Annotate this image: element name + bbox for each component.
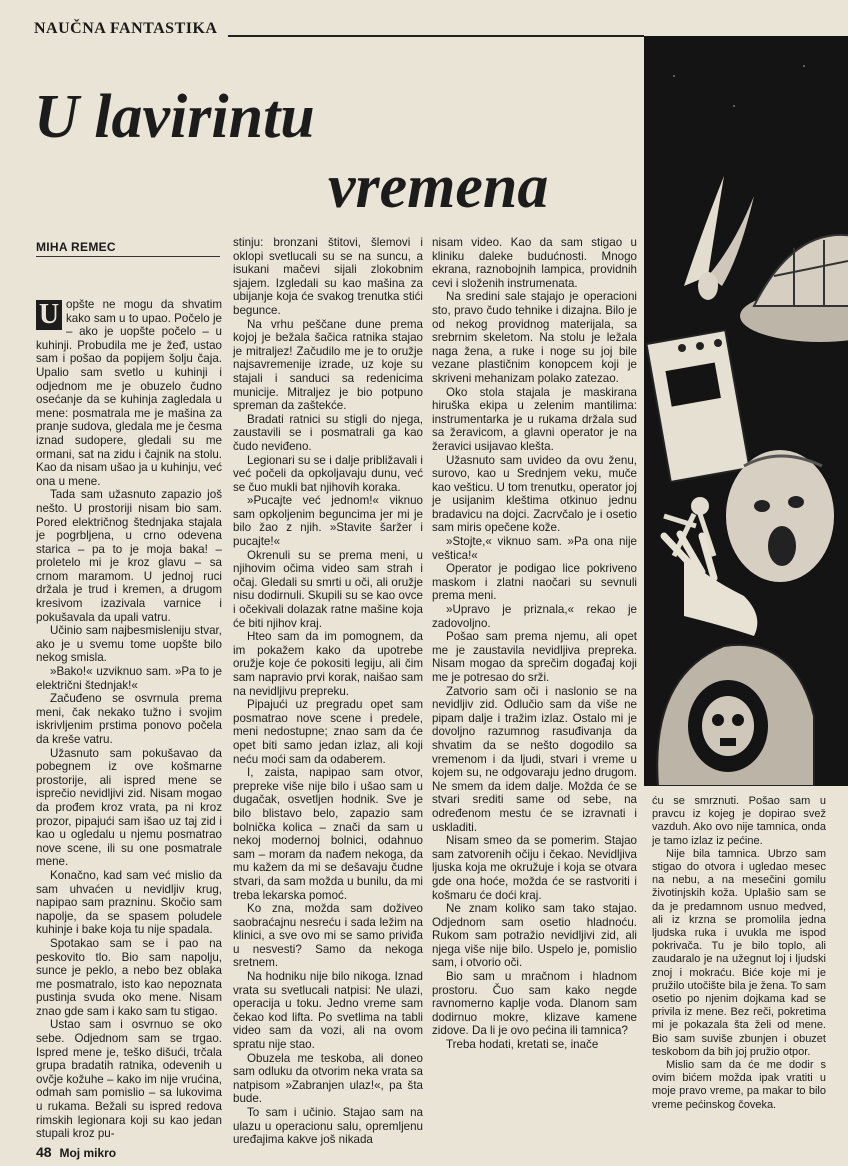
page-number: 48 [36, 1144, 52, 1160]
paragraph: Užasnuto sam uvideo da ovu ženu, surovo, kao u Srednjem veku, muče kao vešticu. U tom trenutku, operator joj je usijanim kleštima otkinuo jednu bradavicu na dojci. Zacrvčalo je i osetio sam miris opečene kože. [432, 453, 637, 535]
paragraph: Tada sam užasnuto zapazio još nešto. U prostoriji nisam bio sam. Pored električnog štednjaka stajala je pogrbljena, u crno odevena starica – pa to je moja baka! – proletelo mi je kroz glavu – sa crnom maramom. U jednoj ruci držala je trud i kremen, a drugom kresivom izazivala varnice i pokušavala da upali vatru. [36, 488, 222, 624]
paragraph: Užasnuto sam pokušavao da pobegnem iz ove košmarne prostorije, ali ispred mene se isprečio nevidljivi zid. Nisam mogao da prođem kroz vrata, pa ni kroz prozor, pipajući sam išao uz taj zid i kao u ogledalu u njemu posmatrao nove scene, ili su one posmatrale mene. [36, 746, 222, 869]
text-column-1 [36, 298, 222, 1141]
paragraph [36, 298, 222, 488]
paragraph: Bio sam u mračnom i hladnom prostoru. Čuo sam kako negde ravnomerno kaplje voda. Dlanom sam dodirnuo mokre, klizave kamene zidove. Da li je ovo pećina ili tamnica? [432, 970, 637, 1038]
paragraph-text: opšte ne mogu da shvatim kako sam u to upao. Počelo je – ako je uopšte počelo – u kuhinji. Probudila me je žeđ, ustao sam i pošao da popijem šolju čaja. Upalio sam svetlo u kuhinji i odjednom me je obuzelo čudno osećanje da se kuhinja zagledala u mene: posmatrala me je mašina za pranje sudova, gledala me je česma iznad sudopere, gledali su me ormani, sat na zidu i čajnik na stolu. Kao da nisam ušao ja u kuhinju, već ona u mene. [36, 298, 222, 488]
publication-name: Moj mikro [59, 1146, 117, 1160]
paragraph: Pošao sam prema njemu, ali opet me je zaustavila nevidljiva prepreka. Nisam mogao da sprečim događaj koji me je potresao do srži. [432, 630, 637, 684]
section-rule [228, 35, 644, 37]
paragraph: To sam i učinio. Stajao sam na ulazu u operacionu salu, opremljenu uređajima kakve još nikada [233, 1106, 423, 1147]
text-column-3 [432, 236, 637, 1052]
drop-cap: U [36, 300, 62, 330]
paragraph: stinju: bronzani štitovi, šlemovi i oklopi svetlucali su se na suncu, a isukani mačevi sijali zlokobnim sjajem. Izgledali su kao mašina za ubijanje koja će svakog trenutka stići begunce. [233, 236, 423, 317]
illustration-drawing [644, 36, 848, 786]
paragraph: Ustao sam i osvrnuo se oko sebe. Odjednom sam se trgao. Ispred mene je, teško dišući, trčala grupa bradatih ratnika, odevenih u ovčje kožuhe – kako im nije vrućina, odmah sam pomislio – sa lukovima u rukama. Bežali su ispred redova rimskih legionara koji su kao jedan stupali kroz pu- [36, 1018, 222, 1141]
paragraph: Legionari su se i dalje približavali i već počeli da opkoljavaju dunu, već se čuo mukli bat njihovih koraka. [233, 453, 423, 494]
text-column-4 [652, 795, 826, 1112]
paragraph: Treba hodati, kretati se, inače [446, 1038, 599, 1052]
paragraph: Ko zna, možda sam doživeo saobraćajnu nesreću i sada ležim na klinici, a sve ovo mi se samo priviđa u nesvesti? Samo da nekoga sretnem. [233, 902, 423, 970]
paragraph: Oko stola stajala je maskirana hiruška ekipa u zelenim mantilima: instrumentarka je u rukama držala sud sa žeravicom, a glavni operator je na žeravici usijavao klešta. [432, 385, 637, 453]
section-label: NAUČNA FANTASTIKA [34, 20, 218, 37]
paragraph: Učinio sam najbesmisleniju stvar, ako je u svemu tome uopšte bilo nekog smisla. [36, 624, 222, 665]
paragraph: ću se smrznuti. Pošao sam u pravcu iz kojeg je dopirao svež vazduh. Ako ovo nije tamnica, onda je tamo izlaz iz pećine. [652, 795, 826, 847]
paragraph: Spotakao sam se i pao na peskovito tlo. Bio sam napolju, sunce je peklo, a nebo bez oblaka me posmatralo, isto kao nepoznata pustinja svuda oko mene. Nisam znao gde sam i kako sam tu stigao. [36, 936, 222, 1018]
paragraph: Nije bila tamnica. Ubrzo sam stigao do otvora i ugledao mesec na nebu, a na mesečini gomilu životinjskih koža. Uplašio sam se da je predamnom usnuo medved, ali iz krzna se promolila jedna ljudska ruka i uvukla me ispod pokrivača. Tu je bilo toplo, ali zaudaralo je na užegnut loj i ljudski znoj i mokraću. Biće koje mi je pružilo utočište bila je žena. To sam osetio po njenim dojkama kad se privila iz mene. Bez reči, pokretima mi je pokazala šta želi od mene. Bio sam suviše zbunjen i obuzet teskobom da bih joj pružio otpor. [652, 847, 826, 1058]
title-line-2: vremena [328, 153, 549, 221]
paragraph: Na hodniku nije bilo nikoga. Iznad vrata su svetlucali natpisi: Ne ulazi, operacija u toku. Jedno vreme sam čekao kod lifta. Po svetlima na tabli video sam da vozi, ali na ovom spratu nije stao. [233, 970, 423, 1052]
paragraph: nisam video. Kao da sam stigao u kliniku daleke budućnosti. Mnogo ekrana, raznobojnih lampica, providnih cevi i složenih instrumenata. [432, 236, 637, 290]
text-column-2 [233, 236, 423, 1147]
paragraph: Na vrhu peščane dune prema kojoj je bežala šačica ratnika stajao je mitraljez! Začudilo me je to oružje najsavremenije izrade, uz koje su stajali i sanduci sa redenicima municije. Mitraljez je bio potpuno spreman da zaštekće. [233, 317, 423, 413]
paragraph: Začuđeno se osvrnula prema meni, čak nekako tužno i svojim iskrivljenim prstima ponovo počela da kreše vatru. [36, 692, 222, 746]
page-footer [36, 1144, 116, 1160]
paragraph: Operator je podigao lice pokriveno maskom i zlatni naočari su sevnuli prema meni. [432, 562, 637, 603]
author-name: MIHA REMEC [36, 240, 116, 254]
paragraph: »Upravo je priznala,« rekao je zadovoljno. [432, 603, 637, 630]
paragraph: Na sredini sale stajajo je operacioni sto, pravo čudo tehnike i dizajna. Bilo je od nekog providnog materijala, sa srebrnim skeletom. Na stolu je ležala naga žena, a ruke i noge su joj bile vezane plastičnim konopcem koji je skriveni mehanizam polako zatezao. [432, 290, 637, 385]
scifi-illustration [644, 36, 848, 786]
author-rule [36, 256, 220, 257]
screaming-face-icon [726, 450, 834, 582]
paragraph: »Pucajte već jednom!« viknuo sam opkoljenim beguncima jer mi je bilo žao z njih. »Stavite šaržer i pucajte!« [233, 494, 423, 549]
paragraph: Ne znam koliko sam tako stajao. Odjednom sam osetio hladnoću. Rukom sam potražio nevidljivi zid, ali njega više nije bilo. Uspelo je, pomislio sam, i otvorio oči. [432, 902, 637, 970]
paragraph: Nisam smeo da se pomerim. Stajao sam zatvorenih očiju i čekao. Nevidljiva ljuska koja me okružuje i koja se otvara gde ona hoće, možda će se rastvoriti i košmaru će doći kraj. [432, 834, 637, 902]
paragraph: I, zaista, napipao sam otvor, prepreke više nije bilo i ušao sam u dugačak, osvetljen hodnik. Sve je bilo blistavo belo, zapazio sam bolnička kolica – znači da sam u nekoj modernoj bolnici, odahnuo sam – moram da nađem nekoga, da mu kažem da mi se dešavaju čudne stvari, da sam možda u bunilu, da mi treba lekarska pomoć. [233, 766, 423, 902]
paragraph: Konačno, kad sam već mislio da sam uhvaćen u nevidljiv krug, napipao sam prazninu. Skočio sam napolje, da se spasem poludele kuhinje i bake koja tu nije spadala. [36, 868, 222, 937]
paragraph: Okrenuli su se prema meni, u njihovim očima video sam strah i očaj. Gledali su smrti u oči, ali oružje nisu dodirnuli. Skupili su se kao ovce i očekivali dolazak ratne mašine koja će biti njihov kraj. [233, 548, 423, 630]
paragraph: Obuzela me teskoba, ali doneo sam odluku da otvorim neka vrata sa natpisom »Zabranjen ulaz!«, pa šta bude. [233, 1051, 423, 1106]
paragraph: Mislio sam da će me dodir s ovim bićem možda ipak vratiti u moje pravo vreme, pa makar to bilo vreme pećinskog čoveka. [652, 1059, 826, 1111]
paragraph: Hteo sam da im pomognem, da im pokažem kako da upotrebe oružje koje će pokositi legiju, ali čim sam napravio prvi korak, naišao sam na nevidljivu prepreku. [233, 630, 423, 698]
paragraph: Pipajući uz pregradu opet sam posmatrao nove scene i predele, meni nedostupne; znao sam da će opet biti samo jedan izlaz, ali koji neću moći sam da odaberem. [233, 698, 423, 766]
paragraph: »Bako!« uzviknuo sam. »Pa to je električni štednjak!« [36, 665, 222, 692]
paragraph: Bradati ratnici su stigli do njega, zaustavili se i posmatrali ga kao čudo neviđeno. [233, 412, 423, 453]
paragraph: »Stojte,« viknuo sam. »Pa ona nije veštica!« [432, 535, 637, 562]
title-line-1: U lavirintu [34, 83, 315, 151]
paragraph: Zatvorio sam oči i naslonio se na nevidljiv zid. Odlučio sam da više ne pipam dalje i tražim izlaz. Ostalo mi je dovoljno razumnog rasuđivanja da shvatim da se nešto dogodilo sa vremenom i da ljudi, stvari i vreme u kojem su, ne odgovaraju jedno drugom. Ne smem da idem dalje. Možda će se stvari srediti same od sebe, na određenom mestu će se izravnati i uskladiti. [432, 684, 637, 834]
